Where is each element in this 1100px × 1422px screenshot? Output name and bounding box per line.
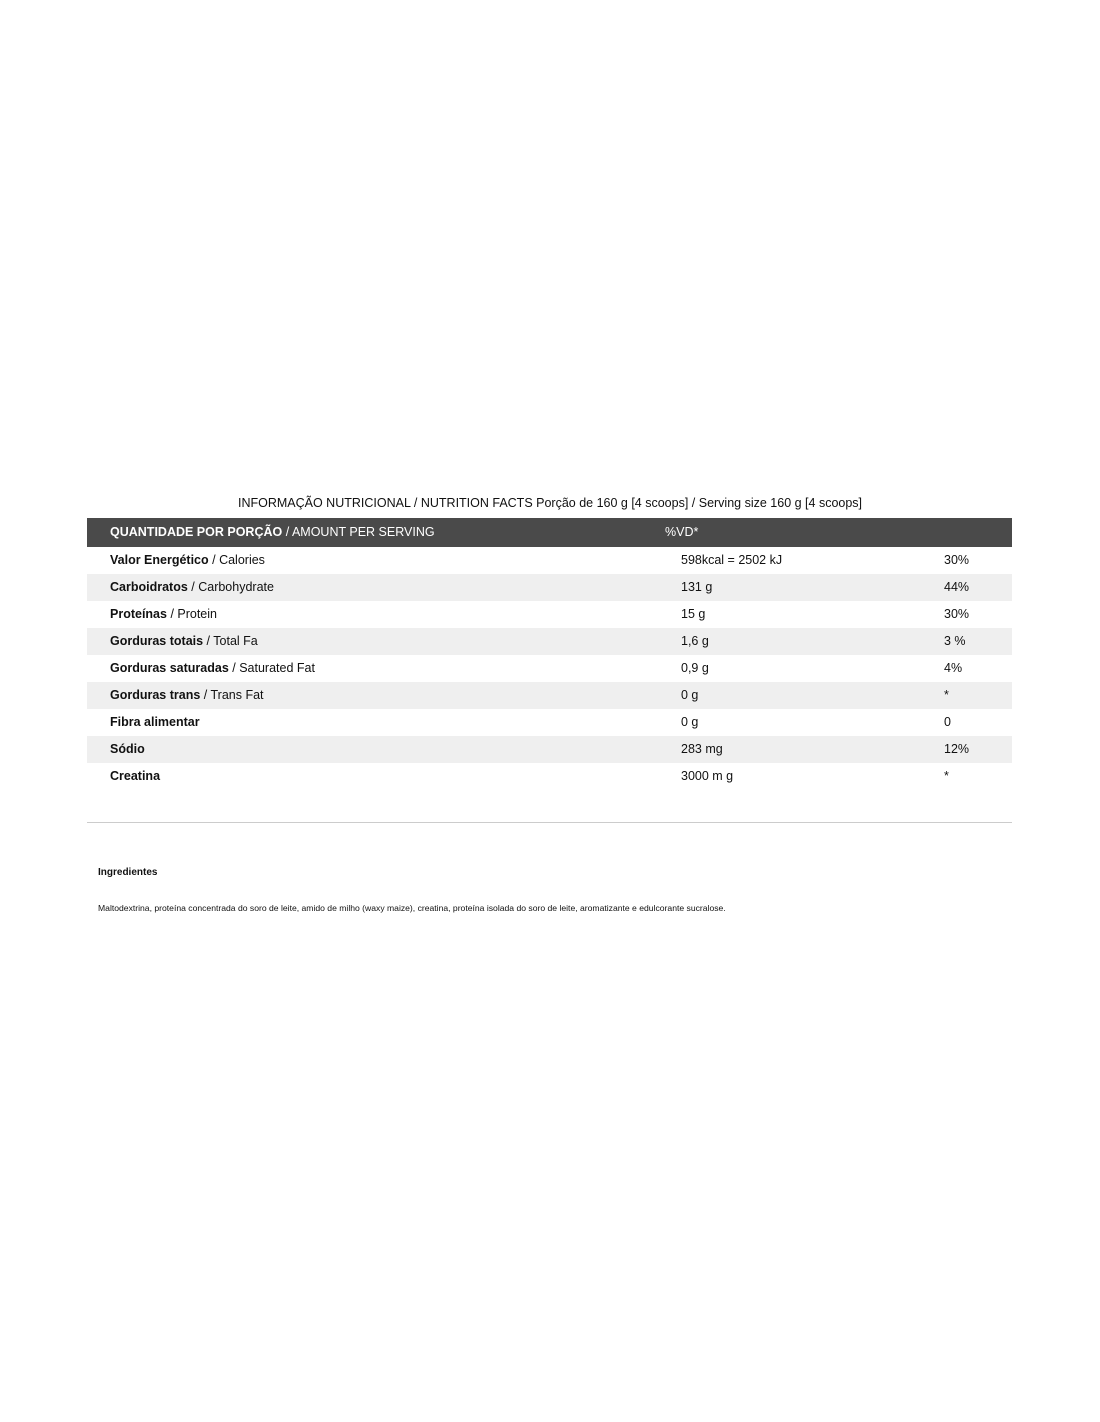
nutrient-name-bold: Creatina bbox=[110, 769, 161, 783]
nutrient-vd: * bbox=[944, 769, 949, 783]
nutrient-name-rest: / Carbohydrate bbox=[187, 580, 274, 594]
nutrient-name bbox=[110, 736, 145, 763]
nutrient-name-rest: / Protein bbox=[166, 607, 217, 621]
header-vd: %VD* bbox=[665, 525, 699, 539]
nutrient-name bbox=[110, 547, 265, 574]
nutrient-name-bold: Carboidratos bbox=[110, 580, 188, 594]
nutrient-name bbox=[110, 763, 160, 790]
nutrient-name-bold: Gorduras trans bbox=[110, 688, 201, 702]
nutrient-name-rest: / Trans Fat bbox=[200, 688, 264, 702]
table-row bbox=[87, 709, 1012, 736]
nutrient-amount: 283 mg bbox=[681, 742, 723, 756]
nutrient-name-bold: Gorduras totais bbox=[110, 634, 204, 648]
nutrition-caption: INFORMAÇÃO NUTRICIONAL / NUTRITION FACTS Porção de 160 g [4 scoops] / Serving size 160 g [4 scoops] bbox=[237, 496, 863, 510]
table-row bbox=[87, 574, 1012, 601]
nutrient-amount: 598kcal = 2502 kJ bbox=[681, 553, 783, 567]
nutrient-name-rest: / Calories bbox=[208, 553, 265, 567]
ingredients-title: Ingredientes bbox=[98, 867, 158, 878]
table-row bbox=[87, 682, 1012, 709]
nutrient-vd: * bbox=[944, 688, 949, 702]
nutrient-name bbox=[110, 682, 264, 709]
nutrient-name-bold: Gorduras saturadas bbox=[110, 661, 229, 675]
nutrient-name bbox=[110, 709, 200, 736]
nutrient-amount: 0,9 g bbox=[681, 661, 709, 675]
nutrient-name-rest: / Total Fa bbox=[203, 634, 258, 648]
header-amount-per-serving bbox=[110, 518, 435, 547]
nutrient-name-bold: Sódio bbox=[110, 742, 145, 756]
header-label-rest: / AMOUNT PER SERVING bbox=[282, 525, 435, 539]
nutrient-amount: 131 g bbox=[681, 580, 713, 594]
nutrition-table bbox=[87, 518, 1012, 790]
nutrient-name bbox=[110, 655, 315, 682]
table-row bbox=[87, 547, 1012, 574]
table-row bbox=[87, 655, 1012, 682]
nutrient-amount: 0 g bbox=[681, 688, 699, 702]
nutrient-amount: 1,6 g bbox=[681, 634, 709, 648]
nutrient-amount: 0 g bbox=[681, 715, 699, 729]
nutrient-name-bold: Proteínas bbox=[110, 607, 167, 621]
table-row bbox=[87, 601, 1012, 628]
nutrient-vd: 0 bbox=[944, 715, 951, 729]
nutrient-vd: 12% bbox=[944, 742, 970, 756]
nutrient-vd: 4% bbox=[944, 661, 963, 675]
nutrient-name-rest: / Saturated Fat bbox=[228, 661, 315, 675]
nutrient-amount: 15 g bbox=[681, 607, 706, 621]
ingredients-text: Maltodextrina, proteína concentrada do soro de leite, amido de milho (waxy maize), creatina, proteína isolada do soro de leite, aromatizante e edulcorante sucralose. bbox=[98, 903, 726, 913]
nutrient-name bbox=[110, 601, 217, 628]
nutrient-vd: 3 % bbox=[944, 634, 966, 648]
table-row bbox=[87, 736, 1012, 763]
nutrient-name-bold: Valor Energético bbox=[110, 553, 209, 567]
nutrient-name bbox=[110, 628, 258, 655]
nutrient-amount: 3000 m g bbox=[681, 769, 734, 783]
table-row bbox=[87, 763, 1012, 790]
nutrient-name bbox=[110, 574, 274, 601]
nutrient-name-bold: Fibra alimentar bbox=[110, 715, 200, 729]
table-header bbox=[87, 518, 1012, 547]
nutrient-vd: 44% bbox=[944, 580, 970, 594]
table-row bbox=[87, 628, 1012, 655]
nutrient-vd: 30% bbox=[944, 607, 970, 621]
section-divider bbox=[87, 822, 1012, 823]
nutrient-vd: 30% bbox=[944, 553, 970, 567]
header-label-bold: QUANTIDADE POR PORÇÃO bbox=[110, 525, 283, 539]
